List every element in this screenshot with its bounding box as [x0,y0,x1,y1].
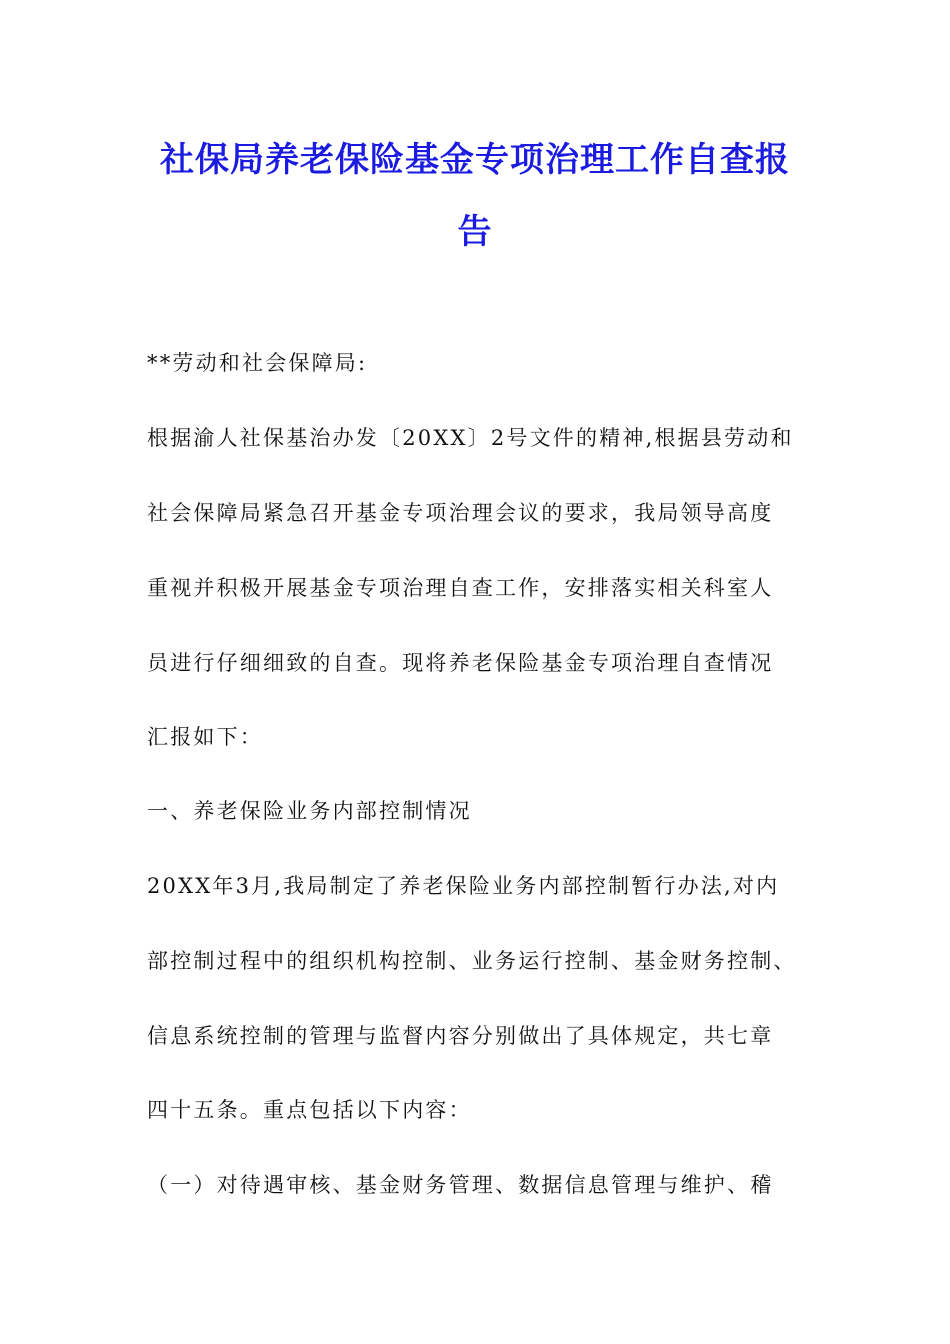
subsection-line: （一）对待遇审核、基金财务管理、数据信息管理与维护、稽 [147,1173,774,1197]
paragraph-line: 四十五条。重点包括以下内容： [147,1098,472,1122]
paragraph-line: 根据渝人社保基治办发〔20XX〕2号文件的精神,根据县劳动和 [147,426,794,450]
document-title-line-2: 告 [457,212,493,252]
paragraph-line: 信息系统控制的管理与监督内容分别做出了具体规定，共七章 [147,1024,774,1048]
paragraph-line: 20XX年3月,我局制定了养老保险业务内部控制暂行办法,对内 [147,874,780,898]
paragraph-line: 汇报如下： [147,725,263,749]
paragraph-line: 员进行仔细细致的自查。现将养老保险基金专项治理自查情况 [147,651,774,675]
document-title-line-1: 社保局养老保险基金专项治理工作自查报 [160,140,790,180]
paragraph-line: 重视并积极开展基金专项治理自查工作，安排落实相关科室人 [147,576,774,600]
salutation: **劳动和社会保障局: [147,351,368,375]
paragraph-line: 部控制过程中的组织机构控制、业务运行控制、基金财务控制、 [147,949,797,973]
section-heading: 一、养老保险业务内部控制情况 [147,799,472,823]
paragraph-line: 社会保障局紧急召开基金专项治理会议的要求，我局领导高度 [147,501,774,525]
